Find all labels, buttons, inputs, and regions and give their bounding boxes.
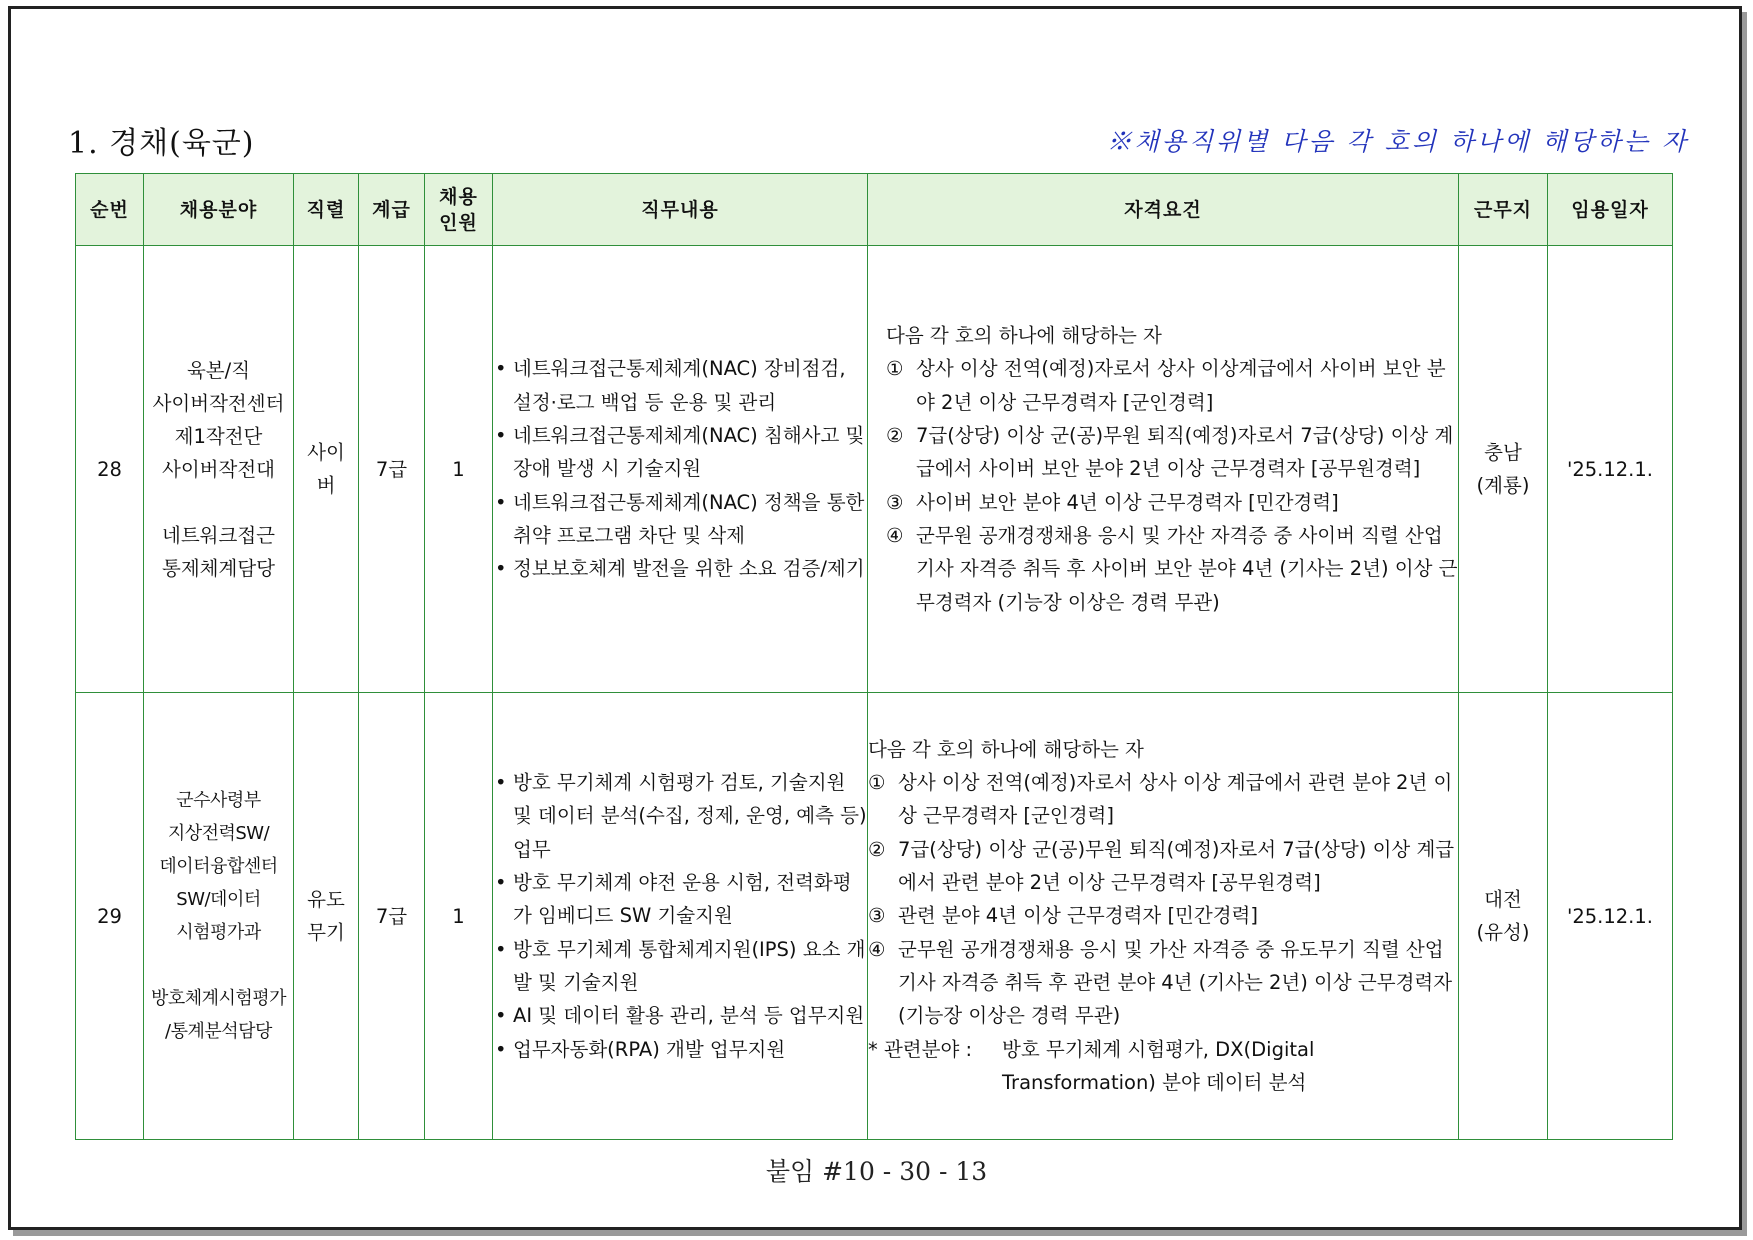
qual-number: ③ (886, 490, 904, 514)
duty-item: • AI 및 데이터 활용 관리, 분석 등 업무지원 (493, 999, 867, 1032)
header-qual: 자격요건 (868, 174, 1459, 246)
duty-item: • 네트워크접근통제체계(NAC) 장비점검, 설정·로그 백업 등 운용 및 관리 (493, 352, 867, 419)
qual-text: 7급(상당) 이상 군(공)무원 퇴직(예정)자로서 7급(상당) 이상 계급에서 관련 분야 2년 이상 근무경력자 [공무원경력] (898, 837, 1455, 895)
duty-item: • 방호 무기체계 시험평가 검토, 기술지원 및 데이터 분석(수집, 정제, 운영, 예측 등) 업무 (493, 766, 867, 866)
section-title: 1. 경채(육군) (68, 126, 255, 161)
qual-item (868, 766, 1458, 833)
row-date: '25.12.1. (1548, 246, 1673, 693)
row-location: 충남 (계룡) (1459, 246, 1548, 693)
qual-intro: 다음 각 호의 하나에 해당하는 자 (868, 737, 1144, 761)
qual-item (868, 933, 1458, 1033)
duty-item: • 방호 무기체계 통합체계지원(IPS) 요소 개발 및 기술지원 (493, 933, 867, 1000)
header-row (76, 174, 1673, 246)
qual-item (886, 486, 1458, 519)
header-grade: 계급 (359, 174, 425, 246)
duty-item: • 네트워크접근통제체계(NAC) 침해사고 및 장애 발생 시 기술지원 (493, 419, 867, 486)
row-location: 대전 (유성) (1459, 693, 1548, 1140)
recruitment-table (75, 173, 1673, 1140)
qual-note-text: 방호 무기체계 시험평가, DX(Digital Transformation) 분야 데이터 분석 (1002, 1037, 1315, 1094)
row-series: 사이 버 (294, 246, 359, 693)
qual-number: ③ (868, 904, 886, 928)
qual-text: 상사 이상 전역(예정)자로서 상사 이상계급에서 사이버 보안 분야 2년 이상 근무경력자 [군인경력] (916, 357, 1446, 414)
duty-item: • 방호 무기체계 야전 운용 시험, 전력화평가 임베디드 SW 기술지원 (493, 866, 867, 933)
qual-text: 군무원 공개경쟁채용 응시 및 가산 자격증 중 사이버 직렬 산업기사 자격증 취득 후 사이버 보안 분야 4년 (기사는 2년) 이상 근무경력자 (기능장 이상은 경력 무관) (916, 523, 1458, 614)
qual-intro: 다음 각 호의 하나에 해당하는 자 (886, 324, 1162, 348)
duty-item: • 정보보호체계 발전을 위한 소요 검증/제기 (493, 552, 867, 585)
qual-text: 상사 이상 전역(예정)자로서 상사 이상 계급에서 관련 분야 2년 이상 근무경력자 [군인경력] (898, 771, 1453, 828)
qual-number: ② (886, 424, 904, 448)
row-qualifications (868, 693, 1459, 1140)
header-loc: 근무지 (1459, 174, 1548, 246)
qual-number: ④ (868, 937, 886, 961)
row-grade: 7급 (359, 246, 425, 693)
qual-number: ① (886, 357, 904, 381)
table-row (76, 246, 1673, 693)
row-field: 육본/직 사이버작전센터 제1작전단 사이버작전대 네트워크접근 통제체계담당 (144, 246, 294, 693)
header-field: 채용분야 (144, 174, 294, 246)
qual-item (886, 352, 1458, 419)
row-grade: 7급 (359, 693, 425, 1140)
qual-number: ① (868, 771, 886, 795)
qual-item (886, 519, 1458, 619)
table-row (76, 693, 1673, 1140)
qual-item (886, 419, 1458, 486)
duty-item: • 업무자동화(RPA) 개발 업무지원 (493, 1033, 867, 1066)
header-duty: 직무내용 (493, 174, 868, 246)
row-duties (493, 693, 868, 1140)
row-count: 1 (425, 693, 493, 1140)
selection-note: ※채용직위별 다음 각 호의 하나에 해당하는 자 (1106, 127, 1689, 156)
row-no: 28 (76, 246, 144, 693)
header-series: 직렬 (294, 174, 359, 246)
qual-text: 관련 분야 4년 이상 근무경력자 [민간경력] (898, 904, 1259, 928)
qual-text: 사이버 보안 분야 4년 이상 근무경력자 [민간경력] (916, 490, 1339, 514)
duty-item: • 네트워크접근통제체계(NAC) 정책을 통한 취약 프로그램 차단 및 삭제 (493, 486, 867, 553)
row-count: 1 (425, 246, 493, 693)
header-no: 순번 (76, 174, 144, 246)
row-qualifications (868, 246, 1459, 693)
header-count: 채용 인원 (425, 174, 493, 246)
row-series: 유도 무기 (294, 693, 359, 1140)
qual-note-label: * 관련분야 : (868, 1037, 973, 1061)
row-no: 29 (76, 693, 144, 1140)
qual-number: ② (868, 837, 886, 861)
row-field: 군수사령부 지상전력SW/ 데이터융합센터 SW/데이터 시험평가과 방호체계시험평가 /통계분석담당 (144, 693, 294, 1140)
header-date: 임용일자 (1548, 174, 1673, 246)
qual-item (868, 833, 1458, 900)
row-duties (493, 246, 868, 693)
row-date: '25.12.1. (1548, 693, 1673, 1140)
page-footer: 붙임 #10 - 30 - 13 (765, 1157, 988, 1186)
qual-item (868, 899, 1458, 932)
qual-text: 군무원 공개경쟁채용 응시 및 가산 자격증 중 유도무기 직렬 산업기사 자격증 취득 후 관련 분야 4년 (기사는 2년) 이상 근무경력자 (기능장 이상은 경력 무관) (898, 937, 1453, 1028)
qual-note (868, 1033, 1458, 1100)
qual-number: ④ (886, 523, 904, 547)
qual-text: 7급(상당) 이상 군(공)무원 퇴직(예정)자로서 7급(상당) 이상 계급에서 사이버 보안 분야 2년 이상 근무경력자 [공무원경력] (916, 424, 1454, 481)
